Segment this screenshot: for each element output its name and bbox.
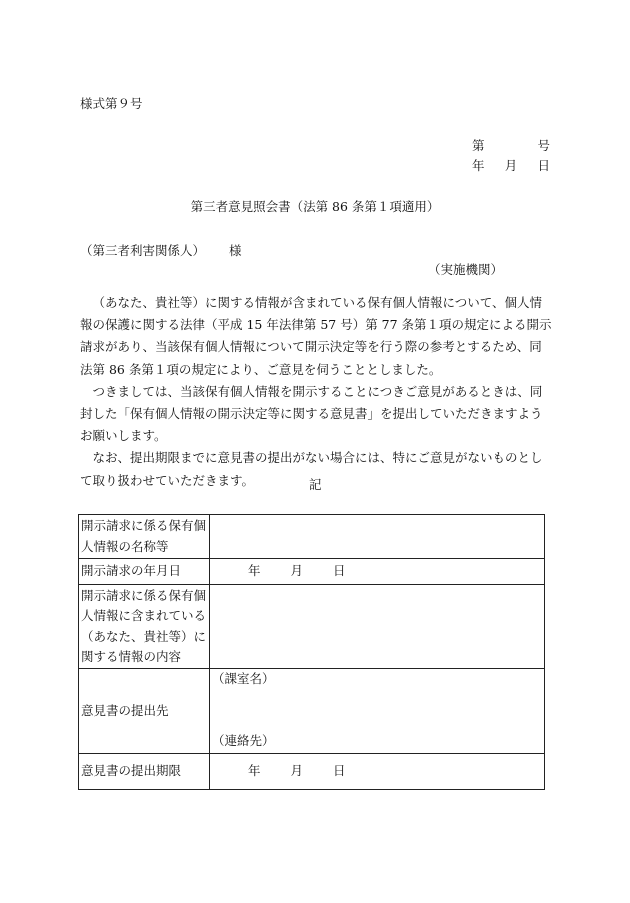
request-date-day: 日 (332, 563, 346, 579)
date-day: 日 (537, 158, 550, 173)
document-number (472, 138, 550, 154)
recipient-label: （第三者利害関係人） (80, 243, 206, 258)
paragraph-2: つきましては、当該保有個人情報を開示することにつきご意見があるときは、同封した「保有個人情報の開示決定等に関する意見書」を提出していただきますようお願いします。 (80, 383, 543, 444)
row-label-request-date: 開示請求の年月日 (79, 559, 210, 585)
row-label-submission-destination: 意見書の提出先 (79, 669, 210, 754)
row-value-document-name (210, 515, 545, 559)
row-label-info-content: 開示請求に係る保有個人情報に含まれている（あなた、貴社等）に関する情報の内容 (79, 585, 210, 669)
body-paragraphs (80, 292, 552, 492)
request-date-month: 月 (290, 563, 303, 579)
document-title: 第三者意見照会書（法第 86 条第１項適用） (190, 199, 440, 214)
row-label-submission-deadline: 意見書の提出期限 (79, 754, 210, 790)
section-name-label: （課室名） (212, 671, 275, 686)
ki-mark: 記 (309, 477, 322, 492)
row-value-submission-destination (210, 669, 545, 754)
table-row (79, 754, 545, 790)
paragraph-1: （あなた、貴社等）に関する情報が含まれている保有個人情報について、個人情報の保護に関する法律（平成 15 年法律第 57 号）第 77 条第１項の規定による開示請求があり、当該保有個人情報について開示決定等を行う際の参考とするため、同法第 86 条第１項の規定により、ご意見を伺うこととしました。 (80, 295, 552, 377)
request-date-year: 年 (247, 563, 261, 579)
info-table (78, 514, 545, 790)
table-row (79, 585, 545, 669)
form-number: 様式第９号 (80, 96, 143, 111)
date-month: 月 (504, 158, 518, 173)
deadline-day: 日 (332, 763, 346, 779)
deadline-year: 年 (247, 763, 261, 779)
table-row (79, 559, 545, 585)
sender-agency: （実施機関） (428, 262, 504, 277)
table-row (79, 515, 545, 559)
row-value-request-date (210, 559, 545, 585)
number-prefix: 第 (472, 138, 485, 153)
contact-label: （連絡先） (212, 733, 275, 748)
date-year: 年 (472, 158, 485, 173)
row-value-info-content (210, 585, 545, 669)
deadline-month: 月 (290, 763, 303, 779)
document-date (472, 158, 550, 174)
number-suffix: 号 (537, 138, 550, 153)
paragraph-3: なお、提出期限までに意見書の提出がない場合には、特にご意見がないものとして取り扱わせていただきます。 (80, 450, 543, 488)
recipient-honorific: 様 (228, 243, 242, 258)
recipient (80, 243, 242, 259)
table-row (79, 669, 545, 754)
row-value-submission-deadline (210, 754, 545, 790)
row-label-document-name: 開示請求に係る保有個人情報の名称等 (79, 515, 210, 559)
